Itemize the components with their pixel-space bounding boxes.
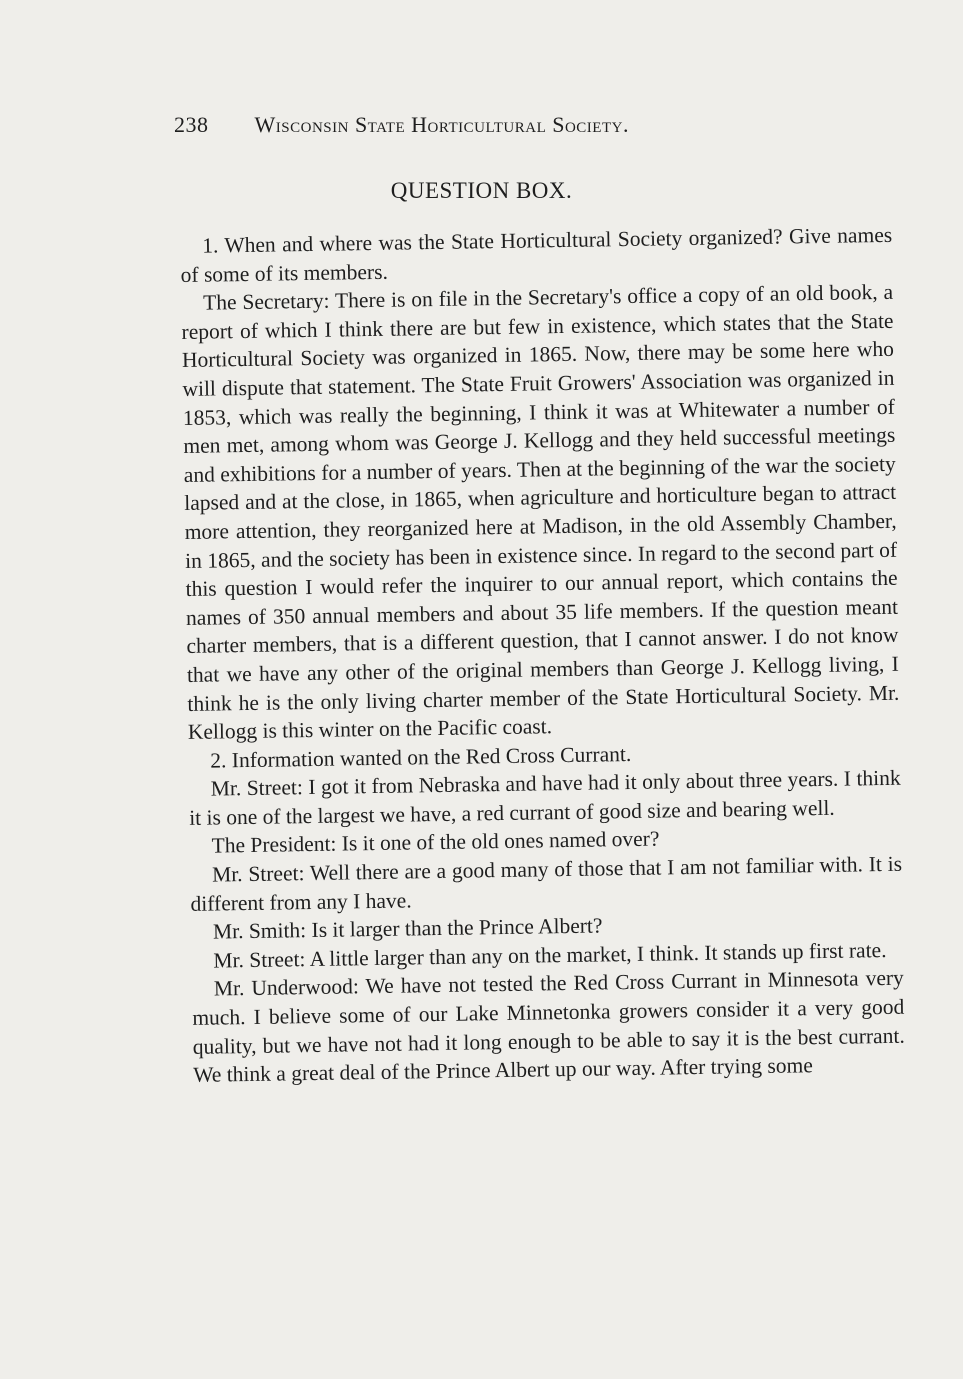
street-reply-3: Mr. Street: A little larger than any on the market, I think. It stands up first rate.: [213, 937, 887, 973]
question-2: 2. Information wanted on the Red Cross Currant.: [210, 741, 632, 773]
street-reply-1: Mr. Street: I got it from Nebraska and have had it only about three years. I think it is one of the largest we have, a red currant of good size and bearing well.: [189, 766, 901, 830]
running-header: [174, 112, 814, 138]
running-title: Wisconsin State Horticultural Society.: [254, 112, 629, 137]
section-title: QUESTION BOX.: [390, 178, 573, 203]
question-1: 1. When and where was the State Horticultural Society organized? Give names of some of its members.: [180, 222, 893, 287]
street-reply-2: Mr. Street: Well there are a good many of those that I am not familiar with. It is different from any I have.: [190, 851, 903, 916]
president-question: The President: Is it one of the old ones named over?: [211, 827, 660, 859]
body-text: [180, 221, 905, 1090]
secretary-answer: The Secretary: There is on file in the Secretary's office a copy of an old book, a report of which I think there are but few in existence, which states that the State Horticultural Society was organized in 1865. Now, there may be some here who will dispute that statement. The State Fruit Growers' Association was organized in 1853, which was really the beginning, I think it was at Whitewater a number of men met, among whom was George J. Kellogg and they held successful meetings and exhibitions for a number of years. Then at the beginning of the war the society lapsed and at the close, in 1865, when agriculture and horticulture began to attract more attention, they reorganized here at Madison, in the old Assembly Chamber, in 1865, and the society has been in existence since. In regard to the second part of this question I would refer the inquirer to our annual report, which contains the names of 350 annual members and about 35 life members. If the question meant charter members, that is a different question, that I cannot answer. I do not know that we have any other of the original members than George J. Kellogg living, I think he is the only living charter member of the State Horticultural Society. Mr. Kellogg is this winter on the Pacific coast.: [181, 279, 900, 745]
smith-question: Mr. Smith: Is it larger than the Prince Albert?: [212, 913, 603, 944]
underwood-remarks: Mr. Underwood: We have not tested the Red Cross Currant in Minnesota very much. I believe some of our Lake Minnetonka growers consider it a very good quality, but we have not had it long enough to be able to say it is the best currant. We think a great deal of the Prince Albert up our way. After trying some: [192, 966, 905, 1088]
page-number: 238: [174, 112, 209, 137]
